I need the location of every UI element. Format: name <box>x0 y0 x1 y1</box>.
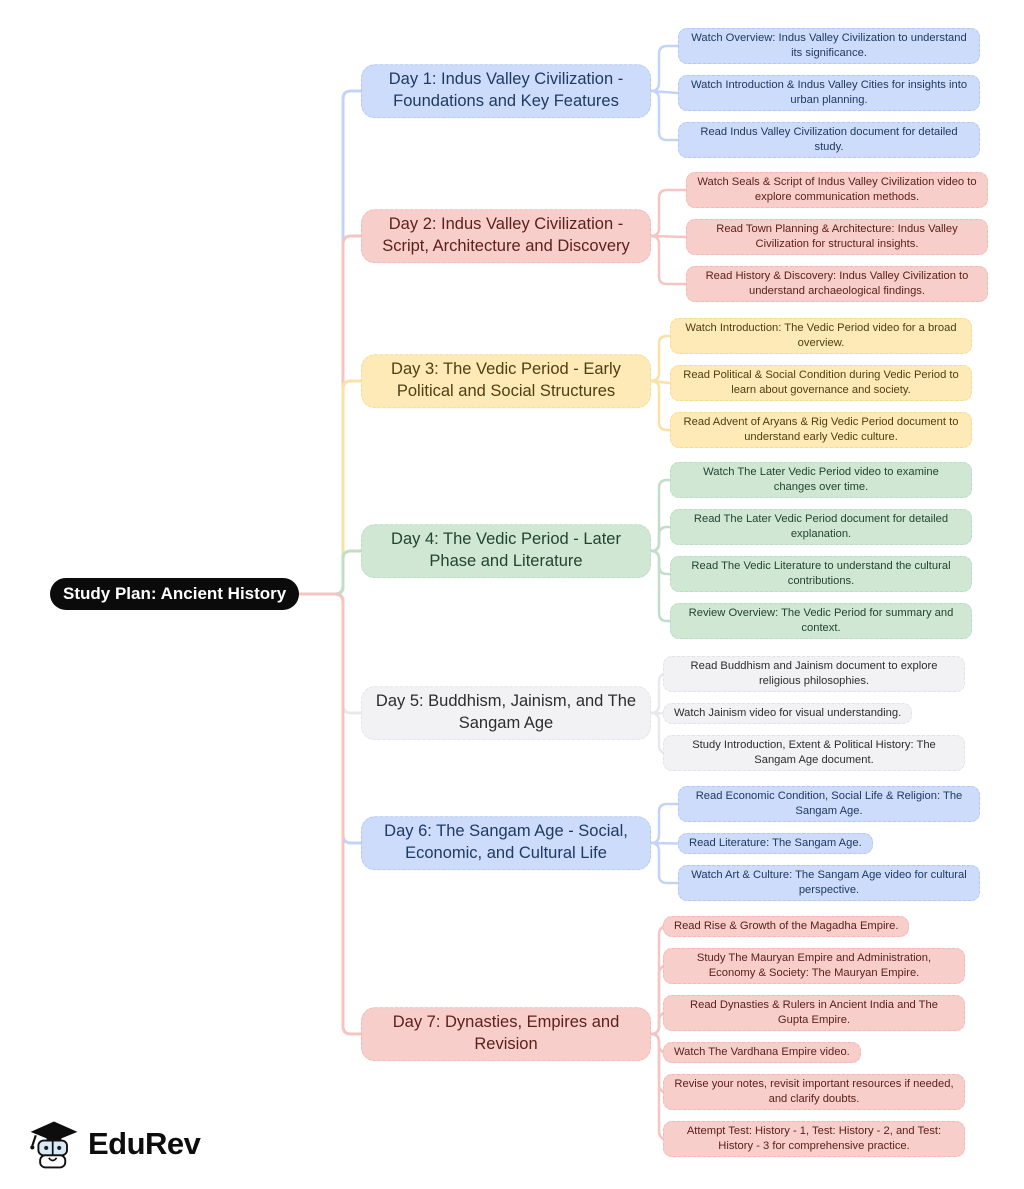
connector <box>651 843 678 844</box>
day-4-leaf-4[interactable]: Review Overview: The Vedic Period for summary and context. <box>670 603 972 639</box>
connector <box>651 843 678 883</box>
day-6-node[interactable]: Day 6: The Sangam Age - Social, Economic, and Cultural Life <box>361 816 651 870</box>
connector <box>651 381 670 430</box>
connector <box>651 236 686 237</box>
day-5-node[interactable]: Day 5: Buddhism, Jainism, and The Sangam Age <box>361 686 651 740</box>
connector <box>651 480 670 551</box>
day-7-node[interactable]: Day 7: Dynasties, Empires and Revision <box>361 1007 651 1061</box>
day-5-leaf-3[interactable]: Study Introduction, Extent & Political History: The Sangam Age document. <box>663 735 965 771</box>
edurev-logo <box>28 1116 200 1172</box>
day-2-node[interactable]: Day 2: Indus Valley Civilization - Script, Architecture and Discovery <box>361 209 651 263</box>
day-6-leaf-2[interactable]: Read Literature: The Sangam Age. <box>678 833 873 854</box>
connector <box>651 236 686 284</box>
connector <box>299 381 361 594</box>
day-2-leaves <box>686 172 988 302</box>
day-4-leaf-3[interactable]: Read The Vedic Literature to understand the cultural contributions. <box>670 556 972 592</box>
day-1-leaves <box>678 28 980 158</box>
day-7-leaf-6[interactable]: Attempt Test: History - 1, Test: History - 2, and Test: History - 3 for comprehensive practice. <box>663 1121 965 1157</box>
day-7-leaf-5[interactable]: Revise your notes, revisit important resources if needed, and clarify doubts. <box>663 1074 965 1110</box>
day-5-leaf-1[interactable]: Read Buddhism and Jainism document to explore religious philosophies. <box>663 656 965 692</box>
day-7-leaves <box>663 916 965 1157</box>
day-1-leaf-2[interactable]: Watch Introduction & Indus Valley Cities for insights into urban planning. <box>678 75 980 111</box>
day-4-leaf-2[interactable]: Read The Later Vedic Period document for detailed explanation. <box>670 509 972 545</box>
day-2-leaf-1[interactable]: Watch Seals & Script of Indus Valley Civilization video to explore communication methods. <box>686 172 988 208</box>
connector <box>651 46 678 91</box>
day-4-leaves <box>670 462 972 639</box>
connector <box>299 551 361 594</box>
day-2-leaf-2[interactable]: Read Town Planning & Architecture: Indus Valley Civilization for structural insights. <box>686 219 988 255</box>
day-1-node[interactable]: Day 1: Indus Valley Civilization - Foundations and Key Features <box>361 64 651 118</box>
connector <box>651 527 670 551</box>
day-2-leaf-3[interactable]: Read History & Discovery: Indus Valley Civilization to understand archaeological findings. <box>686 266 988 302</box>
connector <box>299 594 361 843</box>
day-7-leaf-1[interactable]: Read Rise & Growth of the Magadha Empire. <box>663 916 909 937</box>
day-7-leaf-3[interactable]: Read Dynasties & Rulers in Ancient India and The Gupta Empire. <box>663 995 965 1031</box>
connector <box>299 91 361 594</box>
connector <box>651 804 678 843</box>
edurev-logo-icon <box>28 1116 80 1172</box>
day-7-leaf-2[interactable]: Study The Mauryan Empire and Administration, Economy & Society: The Mauryan Empire. <box>663 948 965 984</box>
day-5-leaves <box>663 656 965 771</box>
day-7-leaf-4[interactable]: Watch The Vardhana Empire video. <box>663 1042 861 1063</box>
day-5-leaf-2[interactable]: Watch Jainism video for visual understanding. <box>663 703 912 724</box>
connector <box>651 381 670 383</box>
day-1-leaf-3[interactable]: Read Indus Valley Civilization document for detailed study. <box>678 122 980 158</box>
day-6-leaf-3[interactable]: Watch Art & Culture: The Sangam Age video for cultural perspective. <box>678 865 980 901</box>
connector <box>651 336 670 381</box>
day-3-leaf-3[interactable]: Read Advent of Aryans & Rig Vedic Period document to understand early Vedic culture. <box>670 412 972 448</box>
connector <box>299 594 361 713</box>
day-3-leaves <box>670 318 972 448</box>
day-4-node[interactable]: Day 4: The Vedic Period - Later Phase and Literature <box>361 524 651 578</box>
day-1-leaf-1[interactable]: Watch Overview: Indus Valley Civilization to understand its significance. <box>678 28 980 64</box>
root-node[interactable]: Study Plan: Ancient History <box>50 578 299 610</box>
connector <box>651 91 678 140</box>
connector <box>651 190 686 236</box>
day-4-leaf-1[interactable]: Watch The Later Vedic Period video to examine changes over time. <box>670 462 972 498</box>
day-3-leaf-2[interactable]: Read Political & Social Condition during Vedic Period to learn about governance and society. <box>670 365 972 401</box>
connector <box>651 713 663 714</box>
connector <box>651 551 670 621</box>
day-3-node[interactable]: Day 3: The Vedic Period - Early Political and Social Structures <box>361 354 651 408</box>
connector <box>299 594 361 1034</box>
day-6-leaf-1[interactable]: Read Economic Condition, Social Life & Religion: The Sangam Age. <box>678 786 980 822</box>
connector <box>651 91 678 93</box>
edurev-logo-text: EduRev <box>88 1126 201 1161</box>
day-6-leaves <box>678 786 980 901</box>
connector <box>651 551 670 574</box>
day-3-leaf-1[interactable]: Watch Introduction: The Vedic Period video for a broad overview. <box>670 318 972 354</box>
connector <box>299 236 361 594</box>
